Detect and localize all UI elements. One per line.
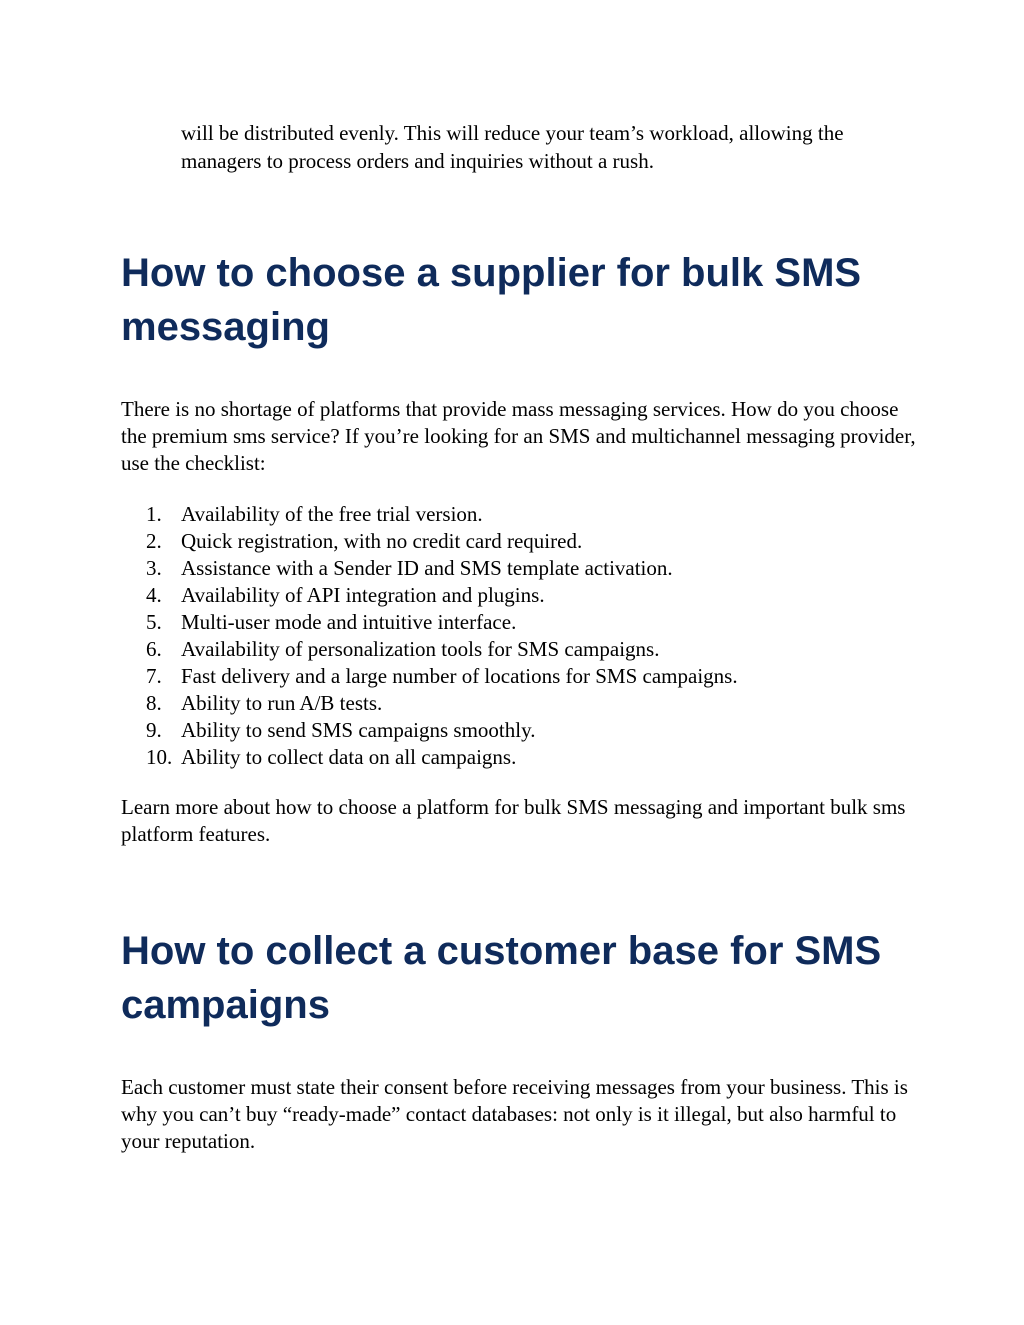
- list-item-text: Multi-user mode and intuitive interface.: [181, 610, 517, 634]
- list-item-text: Quick registration, with no credit card required.: [181, 529, 583, 553]
- list-item-number: 8.: [146, 691, 162, 715]
- list-item-text: Assistance with a Sender ID and SMS template activation.: [181, 556, 673, 580]
- list-item-text: Availability of personalization tools for SMS campaigns.: [181, 637, 660, 661]
- continuation-paragraph: will be distributed evenly. This will reduce your team’s workload, allowing the managers to process orders and inquiries without a rush.: [181, 121, 844, 173]
- learn-more-paragraph: Learn more about how to choose a platform for bulk SMS messaging and important bulk sms platform features.: [121, 795, 906, 846]
- list-item-text: Availability of the free trial version.: [181, 502, 483, 526]
- section-heading-supplier: How to choose a supplier for bulk SMS messaging: [121, 251, 862, 349]
- list-item-text: Fast delivery and a large number of locations for SMS campaigns.: [181, 664, 738, 688]
- list-item-number: 7.: [146, 664, 162, 688]
- list-item-text: Availability of API integration and plugins.: [181, 583, 545, 607]
- customer-base-paragraph: Each customer must state their consent before receiving messages from your business. This is why you can’t buy “ready-made” contact databases: not only is it illegal, but also harmful to your reputation.: [121, 1075, 908, 1153]
- list-item-number: 2.: [146, 529, 162, 553]
- list-item-text: Ability to run A/B tests.: [181, 691, 383, 715]
- list-item-number: 1.: [146, 502, 162, 526]
- list-item-text: Ability to send SMS campaigns smoothly.: [181, 718, 536, 742]
- list-item-number: 3.: [146, 556, 162, 580]
- list-item-number: 5.: [146, 610, 162, 634]
- supplier-intro-paragraph: There is no shortage of platforms that provide mass messaging services. How do you choose the premium sms service? If you’re looking for an SMS and multichannel messaging provider, use the checklist:: [121, 397, 916, 475]
- list-item-number: 4.: [146, 583, 162, 607]
- list-item-number: 6.: [146, 637, 162, 661]
- list-item-text: Ability to collect data on all campaigns.: [181, 745, 517, 769]
- section-heading-customer-base: How to collect a customer base for SMS campaigns: [121, 929, 882, 1027]
- list-item-number: 10.: [146, 745, 173, 769]
- list-item-number: 9.: [146, 718, 162, 742]
